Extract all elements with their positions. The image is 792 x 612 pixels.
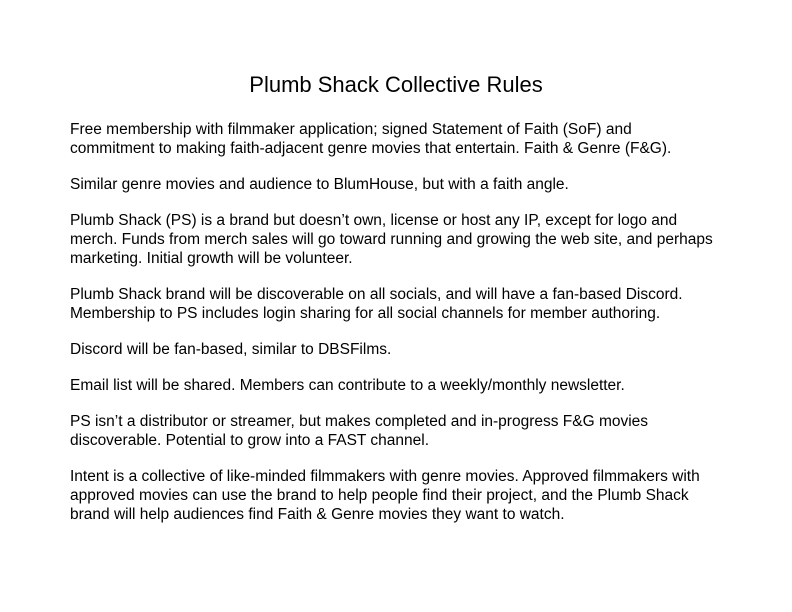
paragraph: Similar genre movies and audience to BlumHouse, but with a faith angle. bbox=[70, 176, 569, 193]
page-title: Plumb Shack Collective Rules bbox=[249, 72, 543, 97]
paragraph: Intent is a collective of like-minded filmmakers with genre movies. Approved filmmakers with approved movies can use the brand to help people find their project, and the Plumb Shack brand will help audiences find Faith & Genre movies they want to watch. bbox=[70, 468, 700, 523]
paragraph: Email list will be shared. Members can contribute to a weekly/monthly newsletter. bbox=[70, 377, 625, 394]
body-text bbox=[70, 120, 720, 524]
paragraph: Plumb Shack (PS) is a brand but doesn’t own, license or host any IP, except for logo and merch. Funds from merch sales will go toward running and growing the web site, and perhaps marketing. Initial growth will be volunteer. bbox=[70, 212, 713, 267]
paragraph: Plumb Shack brand will be discoverable on all socials, and will have a fan-based Discord. Membership to PS includes login sharing for all social channels for member authoring. bbox=[70, 286, 683, 322]
paragraph: PS isn’t a distributor or streamer, but makes completed and in-progress F&G movies discoverable. Potential to grow into a FAST channel. bbox=[70, 413, 649, 449]
paragraph: Discord will be fan-based, similar to DBSFilms. bbox=[70, 341, 392, 358]
paragraph: Free membership with filmmaker application; signed Statement of Faith (SoF) and commitment to making faith-adjacent genre movies that entertain. Faith & Genre (F&G). bbox=[70, 121, 672, 157]
